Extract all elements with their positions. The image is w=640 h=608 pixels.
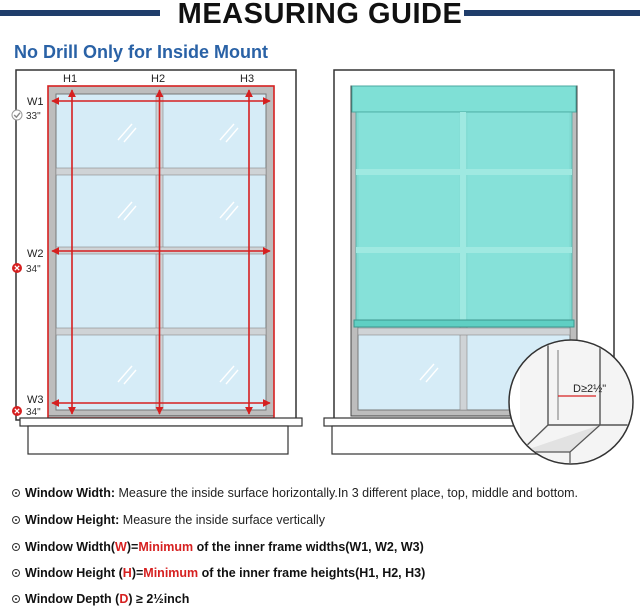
left-sill-base	[28, 426, 288, 454]
right-mullion-h	[358, 328, 570, 335]
page-subtitle: No Drill Only for Inside Mount	[14, 42, 268, 62]
w1-label: W1	[27, 96, 44, 108]
instruction-window-width: Window Width: Measure the inside surface horizontally.In 3 different place, top, middle and bottom.	[12, 486, 578, 500]
check-icon	[12, 110, 22, 120]
roller-shade-bottom-bar	[354, 320, 574, 327]
mullion-h3	[56, 328, 266, 335]
instruction-height-formula: Window Height (H)=Minimum of the inner frame heights(H1, H2, H3)	[12, 566, 425, 580]
w2-label: W2	[27, 248, 44, 260]
bullet-icon	[12, 543, 20, 551]
bullet-icon	[12, 595, 20, 603]
h3-label: H3	[240, 73, 255, 85]
page-title: MEASURING GUIDE	[177, 0, 463, 30]
h1-label: H1	[63, 73, 78, 85]
instruction-width-formula: Window Width(W)=Minimum of the inner frame widths(W1, W2, W3)	[12, 540, 424, 554]
instruction-window-height: Window Height: Measure the inside surface vertically	[12, 513, 325, 527]
left-window-sill	[20, 418, 302, 426]
cross-icon	[12, 406, 22, 416]
w2-value: 34"	[26, 264, 41, 275]
w1-value: 33"	[26, 111, 41, 122]
roller-shade-headrail	[352, 86, 576, 112]
w3-label: W3	[27, 394, 44, 406]
instruction-depth: Window Depth (D) ≥ 2½inch	[12, 592, 189, 606]
w3-value: 34"	[26, 407, 41, 418]
depth-label: D≥2½"	[573, 383, 607, 395]
h2-label: H2	[151, 73, 166, 85]
bullet-icon	[12, 489, 20, 497]
mullion-h1	[56, 168, 266, 175]
bullet-icon	[12, 516, 20, 524]
bullet-icon	[12, 569, 20, 577]
cross-icon	[12, 263, 22, 273]
left-window	[12, 70, 302, 454]
